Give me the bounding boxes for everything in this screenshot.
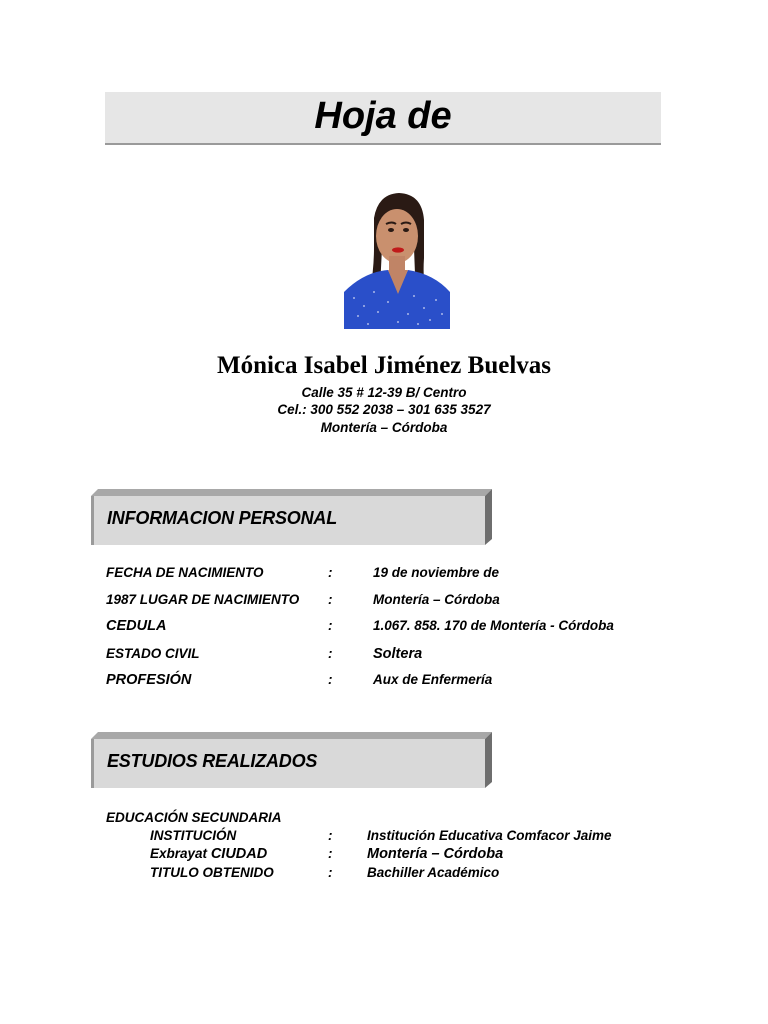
info-label: ESTADO CIVIL <box>106 646 200 661</box>
info-label: PROFESIÓN <box>106 672 192 688</box>
education-separator: : <box>328 865 333 880</box>
education-row <box>150 828 710 846</box>
document-title: Hoja de <box>314 95 452 137</box>
info-row <box>106 565 706 583</box>
education-value: Bachiller Académico <box>367 865 500 880</box>
address-line: Calle 35 # 12-39 B/ Centro <box>301 385 467 400</box>
studies-title: ESTUDIOS REALIZADOS <box>107 751 318 771</box>
personal-info-title: INFORMACION PERSONAL <box>107 508 338 528</box>
info-value: 19 de noviembre de <box>373 565 500 580</box>
person-name: Mónica Isabel Jiménez Buelvas <box>216 352 551 379</box>
info-separator: : <box>328 618 333 633</box>
education-separator: : <box>328 828 333 843</box>
education-label-main: CIUDAD <box>210 846 268 862</box>
info-separator: : <box>328 672 333 687</box>
education-value: Montería – Córdoba <box>367 846 504 862</box>
education-label: INSTITUCIÓN <box>150 828 237 843</box>
info-label: CEDULA <box>106 618 167 634</box>
info-value: Montería – Córdoba <box>373 592 500 607</box>
info-row <box>106 646 706 664</box>
info-value: Aux de Enfermería <box>373 672 493 687</box>
education-label-prefix: Exbrayat <box>150 846 208 861</box>
info-separator: : <box>328 565 333 580</box>
profile-photo <box>344 188 450 329</box>
education-row <box>150 865 710 883</box>
studies-header <box>91 732 492 788</box>
info-row <box>106 618 706 636</box>
info-separator: : <box>328 646 333 661</box>
info-label: FECHA DE NACIMIENTO <box>106 565 264 580</box>
education-separator: : <box>328 846 333 861</box>
info-value: 1.067. 858. 170 de Montería - Córdoba <box>373 618 614 633</box>
info-separator: : <box>328 592 333 607</box>
education-label <box>150 846 267 862</box>
education-row <box>150 846 710 864</box>
document-title-bar <box>105 92 661 145</box>
personal-info-header <box>91 489 492 545</box>
info-value: Soltera <box>373 646 423 662</box>
education-value: Institución Educativa Comfacor Jaime <box>367 828 612 843</box>
info-row <box>106 672 706 690</box>
info-row <box>106 592 706 610</box>
education-label: TITULO OBTENIDO <box>150 865 274 880</box>
city-line: Montería – Córdoba <box>320 420 448 435</box>
education-level-heading: EDUCACIÓN SECUNDARIA <box>106 810 282 825</box>
phone-line: Cel.: 300 552 2038 – 301 635 3527 <box>277 402 491 417</box>
info-label: 1987 LUGAR DE NACIMIENTO <box>106 592 300 607</box>
